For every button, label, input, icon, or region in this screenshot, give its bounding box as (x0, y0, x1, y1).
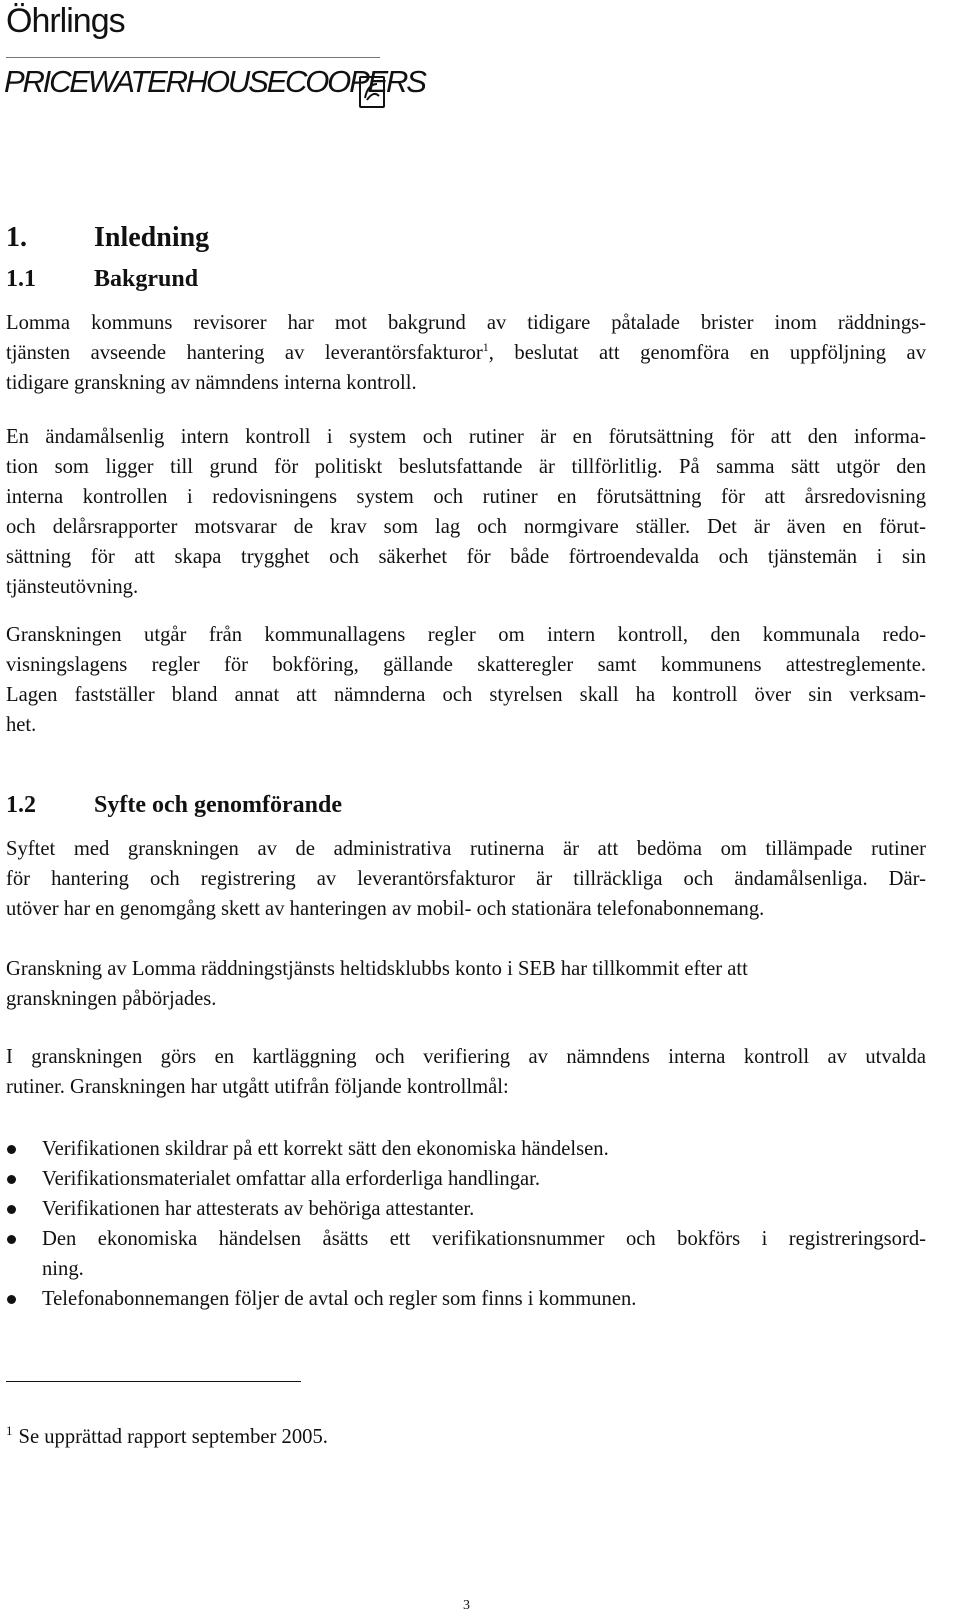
text-line: I granskningen görs en kartläggning och verifiering av nämndens interna kontroll av utvalda (6, 1046, 926, 1068)
text-segment: , beslutat att genomföra en uppföljning av (488, 342, 926, 364)
paragraph-syfte-3 (6, 1042, 926, 1102)
text-segment: tjänsten avseende hantering av leverantörsfakturor (6, 342, 483, 364)
logo-divider (6, 57, 380, 58)
heading-number: 1.1 (6, 266, 36, 292)
text-line: och delårsrapporter motsvarar de krav som lag och normgivare ställer. Det är även en förut- (6, 516, 926, 538)
text-line: för hantering och registrering av leverantörsfakturor är tillräckliga och ändamålsenliga. Där- (6, 868, 926, 890)
text-line: En ändamålsenlig intern kontroll i system och rutiner är en förutsättning för att den informa- (6, 426, 926, 448)
heading-number: 1. (6, 222, 27, 253)
bullet-icon (7, 1205, 16, 1214)
paragraph-bakgrund-3 (6, 620, 926, 740)
paragraph-bakgrund-1 (6, 308, 926, 398)
heading-bakgrund (6, 266, 198, 293)
text-line: rutiner. Granskningen har utgått utifrån följande kontrollmål: (6, 1076, 509, 1098)
brand-main-logo: PRICEWATERHOUSECOOPERS (4, 64, 425, 99)
list-item-text: Verifikationen skildrar på ett korrekt sätt den ekonomiska händelsen. (42, 1138, 609, 1160)
text-line: interna kontrollen i redovisningens system och rutiner en förutsättning för att årsredovisning (6, 486, 926, 508)
brand-top-logo: Öhrlings (6, 2, 125, 40)
control-objectives-list (6, 1134, 926, 1314)
heading-number: 1.2 (6, 792, 36, 818)
text-line: sättning för att skapa trygghet och säkerhet för både förtroendevalda och tjänstemän i sin (6, 546, 926, 568)
text-line: granskningen påbörjades. (6, 988, 217, 1010)
footnote-mark: 1 (6, 1423, 13, 1439)
bullet-icon (7, 1235, 16, 1244)
footnote-ref[interactable]: 1 (482, 340, 489, 355)
text-line: Lomma kommuns revisorer har mot bakgrund av tidigare påtalade brister inom räddnings- (6, 312, 926, 334)
list-item-text: Den ekonomiska händelsen åsätts ett verifikationsnummer och bokförs i registreringsord- (42, 1228, 926, 1250)
list-item (6, 1194, 926, 1224)
heading-syfte (6, 792, 342, 819)
bullet-icon (7, 1175, 16, 1184)
paragraph-bakgrund-2 (6, 422, 926, 602)
list-item (6, 1224, 926, 1284)
list-item-text: Verifikationsmaterialet omfattar alla erforderliga handlingar. (42, 1168, 541, 1190)
text-line: visningslagens regler för bokföring, gällande skatteregler samt kommunens attestreglemente. (6, 654, 926, 676)
text-line: tidigare granskning av nämndens interna kontroll. (6, 372, 417, 394)
text-line: Granskningen utgår från kommunallagens regler om intern kontroll, den kommunala redo- (6, 624, 926, 646)
text-line: tjänsteutövning. (6, 576, 139, 598)
heading-title: Syfte och genomförande (94, 792, 342, 818)
list-item (6, 1284, 926, 1314)
text-line: het. (6, 714, 37, 736)
footnote-text: Se upprättad rapport september 2005. (18, 1426, 328, 1448)
paragraph-syfte-2 (6, 954, 926, 1014)
heading-title: Bakgrund (94, 266, 199, 292)
heading-inledning (6, 222, 209, 254)
heading-title: Inledning (94, 222, 210, 253)
paragraph-syfte-1 (6, 834, 926, 924)
text-line: tion som ligger till grund för politiskt beslutsfattande är tillförlitlig. På samma sätt utgör den (6, 456, 926, 478)
list-item-text: Telefonabonnemangen följer de avtal och regler som finns i kommunen. (42, 1288, 637, 1310)
list-item-text: ning. (42, 1258, 84, 1280)
list-item (6, 1134, 926, 1164)
list-item-text: Verifikationen har attesterats av behöriga attestanter. (42, 1198, 475, 1220)
seal-icon (359, 76, 385, 108)
bullet-icon (7, 1295, 16, 1304)
footnote (6, 1423, 328, 1449)
text-line: Granskning av Lomma räddningstjänsts heltidsklubbs konto i SEB har tillkommit efter att (6, 958, 748, 980)
list-item (6, 1164, 926, 1194)
text-line: utöver har en genomgång skett av hanteringen av mobil- och stationära telefonabonnemang. (6, 898, 765, 920)
text-line: Lagen fastställer bland annat att nämnderna och styrelsen skall ha kontroll över sin verksam- (6, 684, 926, 706)
page-number: 3 (463, 1598, 470, 1613)
text-line: Syftet med granskningen av de administrativa rutinerna är att bedöma om tillämpade rutiner (6, 838, 926, 860)
bullet-icon (7, 1145, 16, 1154)
text-line (6, 338, 926, 368)
footnote-separator (6, 1381, 301, 1382)
